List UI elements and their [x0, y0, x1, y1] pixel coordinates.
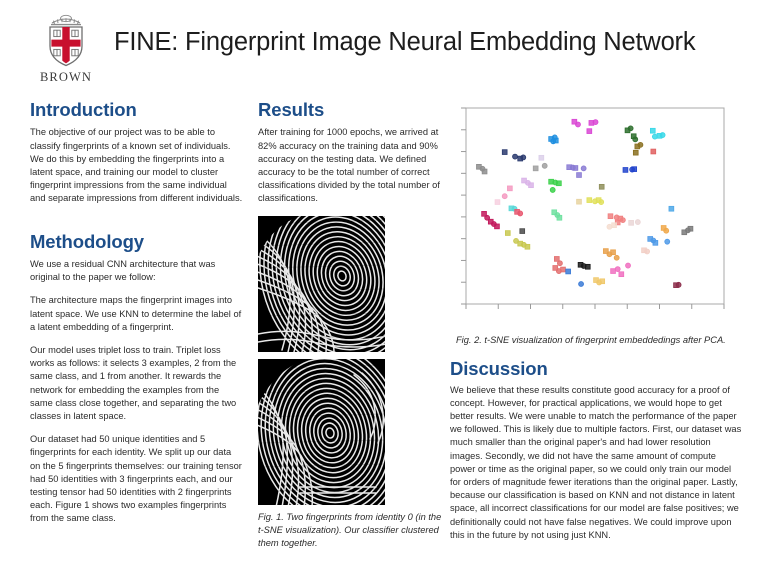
scatter-point	[521, 155, 526, 160]
scatter-point	[482, 169, 487, 174]
scatter-point	[550, 187, 555, 192]
scatter-point	[635, 220, 640, 225]
figure-2-caption: Fig. 2. t-SNE visualization of fingerprint embeddedings after PCA.	[456, 335, 726, 345]
scatter-point	[653, 240, 658, 245]
scatter-point	[551, 139, 556, 144]
scatter-point	[599, 200, 604, 205]
scatter-point	[669, 206, 674, 211]
scatter-point	[557, 261, 562, 266]
results-paragraph-1: After training for 1000 epochs, we arrived at 82% accuracy on the training data and 90% accuracy on the testing data. We defined accuracy to be the total number of correct classifications divided by the total number of classifications.	[258, 127, 440, 204]
scatter-point	[632, 167, 637, 172]
scatter-point	[529, 183, 534, 188]
fingerprint-image-top	[258, 216, 385, 352]
scatter-point	[629, 220, 634, 225]
scatter-point	[579, 282, 584, 287]
scatter-point	[513, 154, 518, 159]
column-middle	[258, 100, 444, 550]
scatter-point	[573, 166, 578, 171]
scatter-point	[633, 150, 638, 155]
section-heading-methodology: Methodology	[30, 230, 144, 252]
scatter-point	[518, 211, 523, 216]
scatter-point	[676, 282, 681, 287]
scatter-point	[502, 194, 507, 199]
scatter-point	[561, 267, 566, 272]
scatter-point	[619, 272, 624, 277]
scatter-point	[652, 134, 657, 139]
column-right	[450, 100, 742, 542]
figure-1-caption: Fig. 1. Two fingerprints from identity 0 (in the t-SNE visualization). Our classifier clustered them together.	[258, 511, 442, 548]
section-heading-discussion: Discussion	[450, 358, 548, 380]
spacer	[30, 216, 244, 232]
scatter-point	[611, 269, 616, 274]
scatter-point	[502, 150, 507, 155]
scatter-point	[557, 215, 562, 220]
scatter-point	[688, 226, 693, 231]
scatter-point	[638, 142, 643, 147]
scatter-point	[615, 267, 620, 272]
scatter-point	[623, 168, 628, 173]
scatter-point	[581, 166, 586, 171]
scatter-point	[612, 223, 617, 228]
scatter-point	[495, 224, 500, 229]
fingerprint-image-bottom	[258, 359, 385, 505]
scatter-point	[505, 231, 510, 236]
scatter-point	[533, 166, 538, 171]
scatter-point	[665, 239, 670, 244]
scatter-point	[587, 129, 592, 134]
scatter-point	[577, 173, 582, 178]
discussion-paragraph-1: We believe that these results constitute good accuracy for a proof of concept. However, for practical applications, we would hope to get better results. We were unable to match the performance of the paper we followed. This is likely due to multiple factors. First, our dataset was much smaller than the original paper's and had lower resolution images. Secondly, we did not have the same amount of compute power or time as the original paper, so we could only train our model for orders of magnitude fewer iterations than the original paper. Lastly, because our classification is based on KNN and not distance in latent space, all incorrect classifications for our model are false positives; we definitionally could not have false negatives. We could improve upon this in the future by not using just KNN.	[450, 384, 742, 540]
scatter-point	[593, 120, 598, 125]
brown-crest-icon	[42, 12, 90, 68]
scatter-point	[650, 128, 655, 133]
scatter-point	[554, 257, 559, 262]
scatter-point	[525, 244, 530, 249]
scatter-point	[585, 264, 590, 269]
introduction-paragraph-1: The objective of our project was to be able to classify fingerprints of a known set of individuals. We do this by embedding the fingerprints into a latent space, and training our model to cluster fingerprint impressions from the same individual and separate impressions from different individuals.	[30, 127, 243, 204]
tsne-scatter-plot	[450, 100, 742, 328]
scatter-point	[507, 186, 512, 191]
scatter-point	[651, 149, 656, 154]
scatter-point	[520, 229, 525, 234]
section-heading-results: Results	[258, 99, 325, 120]
poster-header	[0, 0, 764, 92]
scatter-point	[645, 249, 650, 254]
scatter-point	[542, 163, 547, 168]
methodology-paragraph-1: We use a residual CNN architecture that was original to the paper we follow:	[30, 258, 216, 283]
scatter-point	[626, 263, 631, 268]
brown-wordmark: BROWN	[39, 70, 93, 84]
methodology-paragraph-3: Our model uses triplet loss to train. Triplet loss works as follows: it selects 3 examples, 2 from the same class, and 1 from another. It rewards the network for embedding the examples from the same class close together, and separating the two classes in latent space.	[30, 344, 237, 421]
methodology-paragraph-2: The architecture maps the fingerprint images into latent space. We use KNN to determine the label of a latent embedding of a fingerprint.	[30, 295, 242, 332]
fingerprint-ridges-bottom-graphic	[258, 359, 385, 505]
fingerprint-ridges-top-graphic	[258, 216, 385, 352]
scatter-point	[600, 279, 605, 284]
scatter-point	[495, 200, 500, 205]
scatter-point	[628, 126, 633, 131]
scatter-point	[566, 269, 571, 274]
scatter-point	[556, 181, 561, 186]
page-title: FINE: Fingerprint Image Neural Embedding Network	[114, 28, 696, 56]
scatter-point	[614, 255, 619, 260]
tsne-scatter-svg	[450, 100, 742, 328]
scatter-point	[611, 250, 616, 255]
scatter-point	[664, 228, 669, 233]
scatter-point	[620, 218, 625, 223]
scatter-point	[633, 137, 638, 142]
scatter-point	[577, 199, 582, 204]
scatter-point	[539, 155, 544, 160]
scatter-point	[575, 122, 580, 127]
brown-logo	[36, 12, 96, 86]
scatter-point	[608, 214, 613, 219]
scatter-point	[599, 184, 604, 189]
scatter-point	[607, 224, 612, 229]
scatter-point	[587, 198, 592, 203]
methodology-paragraph-4: Our dataset had 50 unique identities and 5 fingerprints for each identity. We split up our data on the 5 fingerprints themselves: our training tensor had 50 identities with 3 fingerprints each, and our testing tensor had 50 identities with 2 fingerprints each. Figure 1 shows two examples fingerprints from the same class.	[30, 434, 242, 524]
column-left	[30, 100, 244, 526]
scatter-point	[660, 133, 665, 138]
section-heading-introduction: Introduction	[30, 99, 137, 120]
